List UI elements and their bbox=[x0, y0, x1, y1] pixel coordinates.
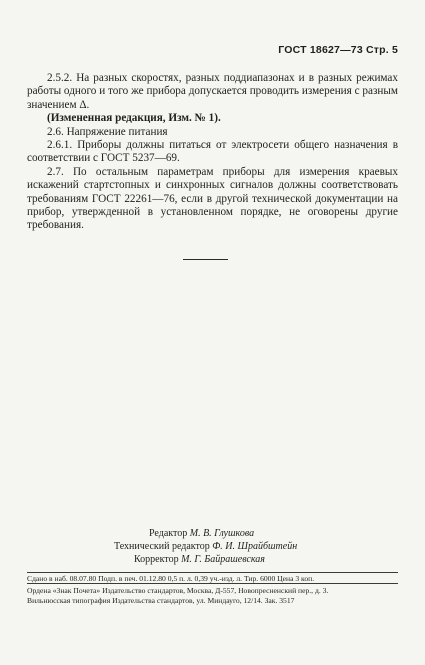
editor-name: М. В. Глушкова bbox=[189, 528, 255, 539]
section-divider bbox=[183, 259, 228, 260]
corrector-credit bbox=[0, 553, 425, 566]
tech-editor-credit bbox=[0, 540, 425, 553]
paragraph-2-7: 2.7. По остальным параметрам приборы для измерения краевых искажений стартстопных и синхронных сигналов должны соответствовать требованиям ГОСТ 22261—76, если в другой технической документации на прибор, утвержденной в установленном порядке, не оговорены другие требования. bbox=[27, 165, 398, 232]
credits-block bbox=[0, 527, 425, 566]
editor-role: Редактор bbox=[149, 528, 188, 539]
section-heading-2-6: 2.6. Напряжение питания bbox=[47, 125, 168, 138]
paragraph-2-5-2: 2.5.2. На разных скоростях, разных поддиапазонах и в разных режимах работы одного и того же прибора допускается проводить измерения с разным значением Δ. bbox=[27, 72, 398, 111]
editor-credit bbox=[0, 527, 425, 540]
corrector-role: Корректор bbox=[134, 554, 179, 565]
amendment-note: (Измененная редакция, Изм. № 1). bbox=[47, 112, 221, 125]
publisher-line-1: Ордена «Знак Почета» Издательство стандартов, Москва, Д-557, Новопресненский пер., д. 3. bbox=[27, 586, 329, 595]
body-text bbox=[27, 72, 398, 233]
corrector-name: М. Г. Байрашевская bbox=[181, 554, 265, 565]
paragraph-2-6-1: 2.6.1. Приборы должны питаться от электросети общего назначения в соответствии с ГОСТ 5237—69. bbox=[27, 139, 398, 165]
running-head: ГОСТ 18627—73 Стр. 5 bbox=[278, 44, 398, 56]
print-imprint: Сдано в наб. 08.07.80 Подп. в печ. 01.12.80 0,5 п. л. 0,39 уч.-изд. л. Тир. 6000 Цена 3 коп. bbox=[27, 574, 315, 583]
imprint-rule-top bbox=[27, 572, 398, 573]
publisher-info bbox=[27, 586, 398, 605]
publisher-line-2: Вильнюсская типография Издательства стандартов, ул. Миндауго, 12/14. Зак. 3517 bbox=[27, 595, 295, 605]
tech-editor-name: Ф. И. Шрайбштейн bbox=[212, 541, 298, 552]
tech-editor-role: Технический редактор bbox=[114, 541, 210, 552]
imprint-rule-bottom bbox=[27, 583, 398, 584]
